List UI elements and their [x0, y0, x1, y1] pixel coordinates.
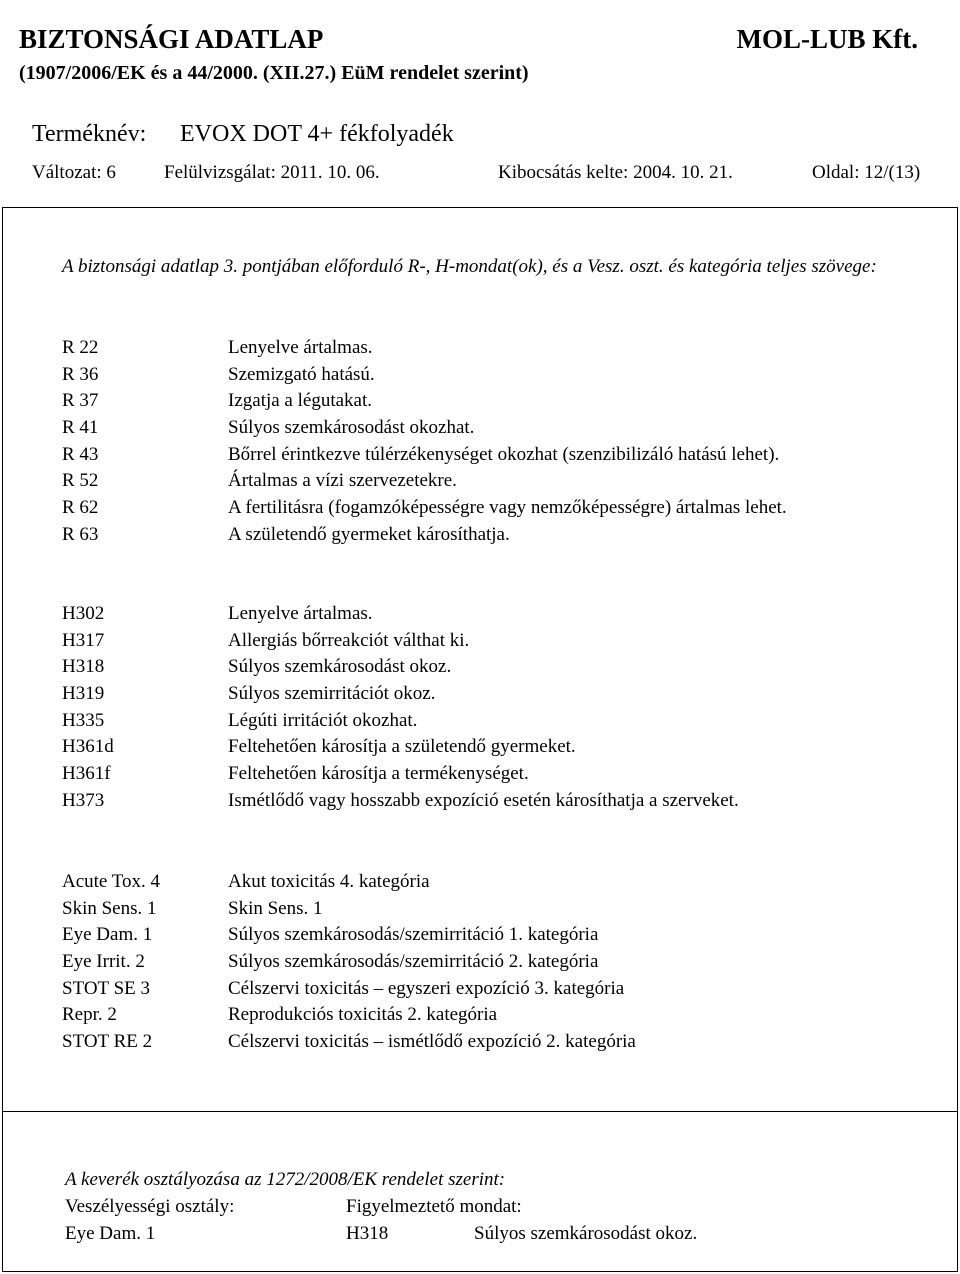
- page-number: Oldal: 12/(13): [812, 162, 921, 183]
- product-name: EVOX DOT 4+ fékfolyadék: [180, 121, 454, 147]
- hazard-categories-list: [62, 869, 942, 1056]
- category-row: [62, 869, 942, 896]
- h-phrase-row: [62, 788, 942, 815]
- issue-date: Kibocsátás kelte: 2004. 10. 21.: [498, 162, 733, 183]
- r-phrase-code: R 52: [62, 470, 99, 492]
- h-phrases-list: [62, 601, 942, 815]
- hazard-class-header: Veszélyességi osztály:: [65, 1196, 235, 1217]
- category-row: [62, 1029, 942, 1056]
- r-phrase-row: [62, 522, 942, 549]
- h-phrase-code: H361f: [62, 763, 111, 785]
- r-phrase-text: Súlyos szemkárosodást okozhat.: [228, 417, 475, 439]
- h-phrase-code: H373: [62, 789, 105, 811]
- category-text: Skin Sens. 1: [228, 897, 323, 919]
- warning-statement-header: Figyelmeztető mondat:: [346, 1196, 522, 1217]
- category-row: [62, 1002, 942, 1029]
- r-phrases-list: [62, 335, 942, 549]
- r-phrase-code: R 41: [62, 417, 99, 439]
- h-phrase-text: Ismétlődő vagy hosszabb expozíció esetén károsíthatja a szerveket.: [228, 789, 739, 811]
- version: Változat: 6: [32, 162, 116, 183]
- category-text: Reprodukciós toxicitás 2. kategória: [228, 1004, 498, 1026]
- category-text: Célszervi toxicitás – egyszeri expozíció 3. kategória: [228, 977, 625, 999]
- r-phrase-text: Szemizgató hatású.: [228, 363, 375, 385]
- h-phrase-code: H317: [62, 629, 105, 651]
- category-text: Súlyos szemkárosodás/szemirritáció 1. kategória: [228, 924, 599, 946]
- r-phrase-text: Ártalmas a vízi szervezetekre.: [228, 470, 457, 492]
- h-phrase-code: H318: [62, 656, 105, 678]
- r-phrase-code: R 43: [62, 443, 99, 465]
- h-phrase-text: Súlyos szemirritációt okoz.: [228, 683, 436, 705]
- h-phrase-text: Lenyelve ártalmas.: [228, 603, 373, 624]
- category-code: Eye Irrit. 2: [62, 951, 145, 973]
- h-phrase-row: [62, 681, 942, 708]
- document-title: BIZTONSÁGI ADATLAP: [19, 24, 324, 54]
- mixture-value-row: [65, 1220, 925, 1247]
- category-text: Célszervi toxicitás – ismétlődő expozíció 2. kategória: [228, 1031, 636, 1053]
- mixture-header-row: [65, 1193, 925, 1220]
- hazard-class-value: Eye Dam. 1: [65, 1223, 156, 1244]
- warning-code: H318: [346, 1223, 389, 1244]
- regulation-subtitle: (1907/2006/EK és a 44/2000. (XII.27.) EüM rendelet szerint): [19, 62, 529, 84]
- r-phrase-row: [62, 468, 942, 495]
- warning-text: Súlyos szemkárosodást okoz.: [474, 1223, 698, 1244]
- revision-date: Felülvizsgálat: 2011. 10. 06.: [164, 162, 380, 183]
- h-phrase-text: Allergiás bőrreakciót válthat ki.: [228, 629, 470, 651]
- h-phrase-row: [62, 708, 942, 735]
- r-phrase-text: A fertilitásra (fogamzóképességre vagy nemzőképességre) ártalmas lehet.: [228, 497, 787, 519]
- category-text: Akut toxicitás 4. kategória: [228, 871, 430, 892]
- r-phrase-code: R 22: [62, 337, 99, 358]
- r-phrase-row: [62, 362, 942, 389]
- intro-text: A biztonsági adatlap 3. pontjában előforduló R-, H-mondat(ok), és a Vesz. oszt. és kategória teljes szövege:: [62, 256, 877, 277]
- category-row: [62, 922, 942, 949]
- category-code: Eye Dam. 1: [62, 924, 153, 946]
- h-phrase-code: H361d: [62, 736, 114, 758]
- r-phrase-code: R 36: [62, 363, 99, 385]
- category-text: Súlyos szemkárosodás/szemirritáció 2. kategória: [228, 951, 599, 973]
- r-phrase-row: [62, 335, 942, 362]
- category-code: Skin Sens. 1: [62, 897, 157, 919]
- h-phrase-code: H335: [62, 709, 105, 731]
- r-phrase-row: [62, 495, 942, 522]
- h-phrase-text: Légúti irritációt okozhat.: [228, 709, 418, 731]
- h-phrase-code: H319: [62, 683, 105, 705]
- category-code: Acute Tox. 4: [62, 871, 161, 892]
- r-phrase-row: [62, 442, 942, 469]
- r-phrase-row: [62, 415, 942, 442]
- category-code: STOT RE 2: [62, 1031, 153, 1053]
- h-phrase-row: [62, 601, 942, 628]
- r-phrase-text: Izgatja a légutakat.: [228, 390, 373, 412]
- h-phrase-text: Feltehetően károsítja a születendő gyermeket.: [228, 736, 576, 758]
- category-code: STOT SE 3: [62, 977, 150, 999]
- r-phrase-code: R 62: [62, 497, 99, 519]
- h-phrase-row: [62, 628, 942, 655]
- h-phrase-row: [62, 761, 942, 788]
- h-phrase-code: H302: [62, 603, 105, 624]
- category-row: [62, 976, 942, 1003]
- company-name: MOL-LUB Kft.: [736, 24, 918, 54]
- h-phrase-row: [62, 654, 942, 681]
- r-phrase-text: A születendő gyermeket károsíthatja.: [228, 523, 510, 545]
- mixture-title: A keverék osztályozása az 1272/2008/EK rendelet szerint:: [65, 1169, 506, 1190]
- r-phrase-text: Bőrrel érintkezve túlérzékenységet okozhat (szenzibilizáló hatású lehet).: [228, 443, 780, 465]
- category-row: [62, 896, 942, 923]
- product-label: Terméknév:: [32, 121, 147, 147]
- r-phrase-code: R 37: [62, 390, 99, 412]
- h-phrase-text: Feltehetően károsítja a termékenységet.: [228, 763, 529, 785]
- category-code: Repr. 2: [62, 1004, 117, 1026]
- h-phrase-row: [62, 734, 942, 761]
- mixture-classification: [65, 1167, 925, 1247]
- r-phrase-code: R 63: [62, 523, 99, 545]
- h-phrase-text: Súlyos szemkárosodást okoz.: [228, 656, 452, 678]
- product-line: [32, 122, 454, 146]
- category-row: [62, 949, 942, 976]
- r-phrase-text: Lenyelve ártalmas.: [228, 337, 373, 358]
- r-phrase-row: [62, 388, 942, 415]
